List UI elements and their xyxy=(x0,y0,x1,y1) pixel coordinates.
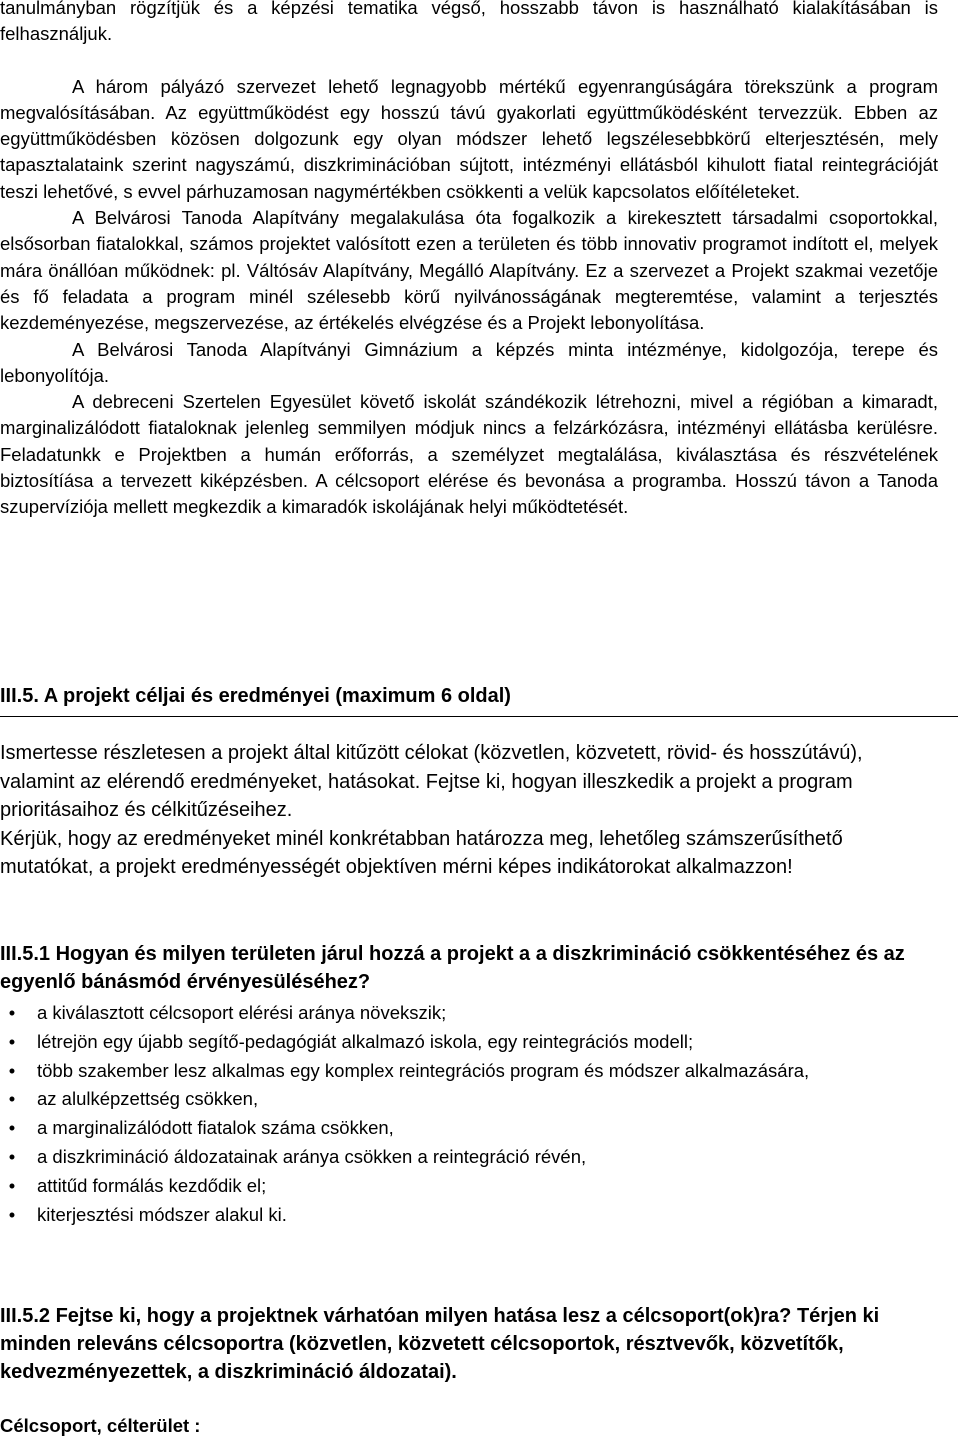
subsection-heading-1: III.5.1 Hogyan és milyen területen járul hozzá a projekt a a diszkrimináció csökkentéséhez és az egyenlő bánásmód érvényesüléséhez? xyxy=(0,943,905,993)
section-note: (maximum 6 oldal) xyxy=(335,685,511,707)
target-group-label: Célcsoport, célterület : xyxy=(0,1415,201,1436)
bullet-list xyxy=(0,1000,938,1230)
list-item: • attitűd formálás kezdődik el; xyxy=(0,1173,938,1199)
bullet-icon: • xyxy=(8,1002,16,1023)
section-instructions xyxy=(0,739,930,882)
list-item: • az alulképzettség csökken, xyxy=(0,1086,938,1112)
section-heading xyxy=(0,681,960,711)
instruction-paragraph-1: Ismertesse részletesen a projekt által kitűzött célokat (közvetlen, közvetett, rövid- és hosszútávú), valamint az elérendő eredményeket, hatásokat. Fejtse ki, hogyan illeszkedik a projekt a program prioritásaihoz és célkitűzéseihez. xyxy=(0,742,863,821)
bullet-icon: • xyxy=(8,1203,16,1225)
paragraph-belvarosi-foundation: A Belvárosi Tanoda Alapítvány megalakulása óta fogalkozik a kirekesztett társadalmi csoportokkal, elsősorban fiatalokkal, számos projektet valósított ezen a területen és több innovativ programot indított el, melyek mára önállóan működnek: pl. Váltósáv Alapítvány, Megálló Alapítvány. Ez a szervezet a Projekt szakmai vezetője és fő feladata a program minél szélesebb körű nyilvánosságának megteremtése, valamint a terjesztés kezdeményezése, megszervezése, az értékelés elvégzése és a Projekt lebonyolítása. xyxy=(0,207,938,334)
list-item: • a diszkrimináció áldozatainak aránya csökken a reintegráció révén, xyxy=(0,1144,938,1170)
paragraph-continuation: tanulmányban rögzítjük és a képzési tematika végső, hosszabb távon is használható kialakításában is felhasználjuk. xyxy=(0,0,938,45)
list-item: • több szakember lesz alkalmas egy komplex reintegrációs program és módszer alkalmazására, xyxy=(0,1058,938,1084)
bullet-icon: • xyxy=(8,1030,16,1052)
paragraph-cooperation: A három pályázó szervezet lehető legnagyobb mértékű egyenrangúságára törekszünk a program megvalósításában. Az együttműködést egy hosszú távú gyakorlati együttműködésként tervezzük. Ebben az együttműködésben közösen dolgozunk egy olyan módszer lehető legszélesebbkörű elterjesztésén, mely tapasztalataink szerint nagyszámú, diszkriminációban sújtott, intézményi ellátásból kihulott fiatal reintegrációját teszi lehetővé, s evvel párhuzamosan nagymértékben csökkenti a velük kapcsolatos előítéleteket. xyxy=(0,75,938,202)
bullet-icon: • xyxy=(8,1059,16,1081)
section-divider xyxy=(0,716,958,717)
paragraph-szertelen-association: A debreceni Szertelen Egyesület követő iskolát szándékozik létrehozni, mivel a régióban a kimaradt, marginalizálódott fiataloknak jelenleg semmilyen módjuk nincs a felzárkózásra, intézményi ellátásba kerülésre. Feladatunkk e Projektben a humán erőforrás, a személyzet megtalálása, kiválasztása és részvételének biztosítíása a tervezett kiképzésben. A célcsoport elérése és bevonása a programba. Hosszú távon a Tanoda szupervíziója mellett megkezdik a kimaradók iskolájának helyi működtetését. xyxy=(0,391,938,518)
list-item: • a kiválasztott célcsoport elérési aránya növekszik; xyxy=(0,1000,938,1026)
body-text-block xyxy=(0,0,938,521)
section-number: III.5. xyxy=(0,685,39,707)
bullet-icon: • xyxy=(8,1117,16,1139)
section-title: A projekt céljai és eredményei xyxy=(43,685,330,707)
bullet-icon: • xyxy=(8,1088,16,1110)
bullet-icon: • xyxy=(8,1174,16,1196)
list-item: • a marginalizálódott fiatalok száma csökken, xyxy=(0,1115,938,1141)
list-item: • kiterjesztési módszer alakul ki. xyxy=(0,1202,938,1228)
list-item: • létrejön egy újabb segítő-pedagógiát alkalmazó iskola, egy reintegrációs modell; xyxy=(0,1029,938,1055)
instruction-paragraph-2: Kérjük, hogy az eredményeket minél konkrétabban határozza meg, lehetőleg számszerűsíthető mutatókat, a projekt eredményességét objektíven mérni képes indikátorokat alkalmazzon! xyxy=(0,827,843,878)
subsection-heading-2: III.5.2 Fejtse ki, hogy a projektnek várhatóan milyen hatása lesz a célcsoport(ok)ra? Térjen ki minden releváns célcsoportra (közvetlen, közvetett célcsoportok, résztvevők, közvetítők, kedvezményezettek, a diszkrimináció áldozatai). xyxy=(0,1305,880,1383)
bullet-icon: • xyxy=(8,1145,16,1167)
paragraph-belvarosi-gymnasium: A Belvárosi Tanoda Alapítványi Gimnázium a képzés minta intézménye, kidolgozója, terepe és lebonyolítója. xyxy=(0,338,938,386)
